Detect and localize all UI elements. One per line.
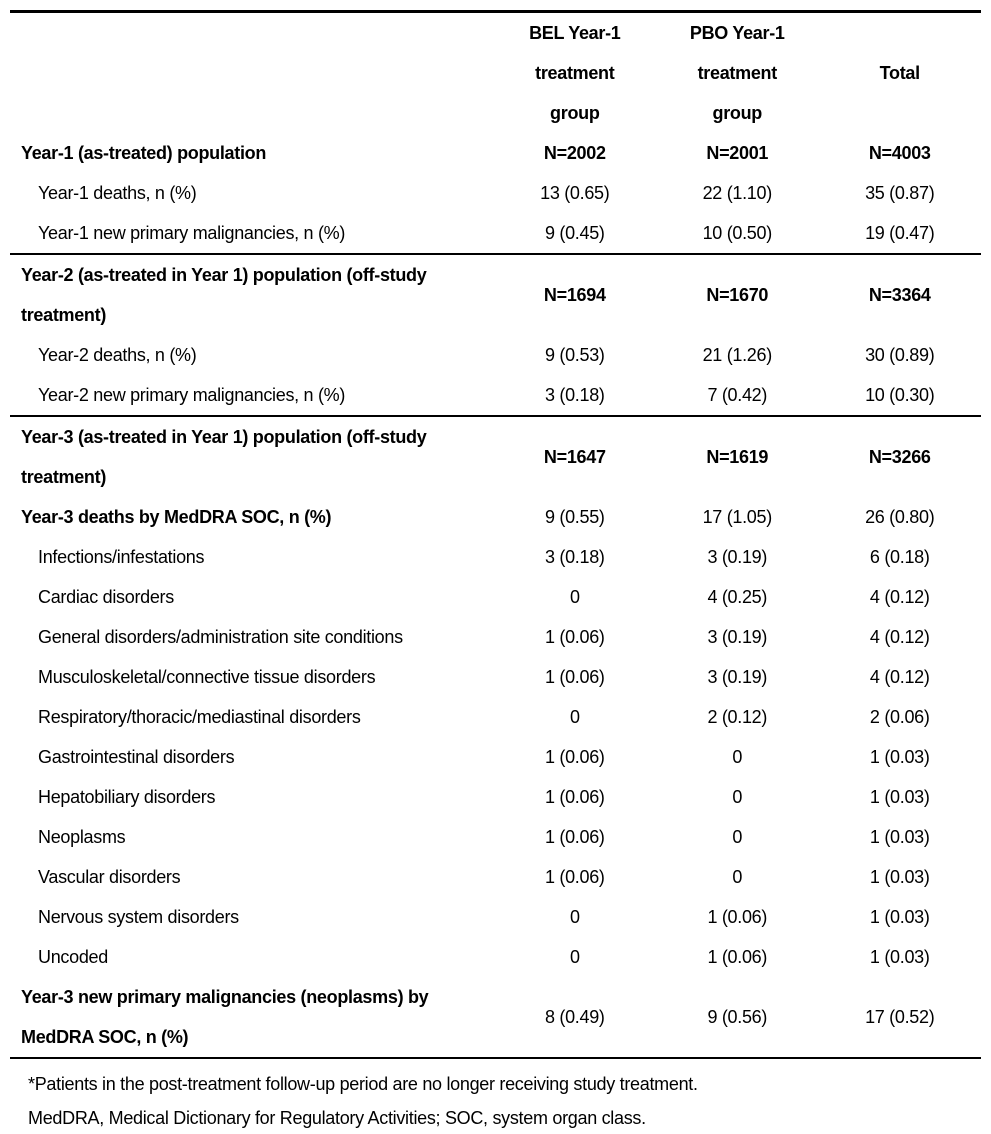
summary-row-line2: MedDRA SOC, n (%) [21, 1027, 189, 1047]
table-row [10, 173, 981, 213]
footnote-asterisk: *Patients in the post-treatment follow-up period are no longer receiving study treatment. [28, 1074, 698, 1094]
table-row [10, 737, 981, 777]
row-label: Cardiac disorders [38, 587, 174, 607]
pbo-value: 1 (0.06) [707, 947, 768, 967]
section1-title: Year-1 (as-treated) population [21, 143, 267, 163]
total-value: 4 (0.12) [869, 587, 930, 607]
pbo-value: 1 (0.06) [707, 907, 768, 927]
bel-value: 1 (0.06) [544, 667, 605, 687]
table-row [10, 817, 981, 857]
total-value: 4 (0.12) [869, 667, 930, 687]
row-label: Infections/infestations [38, 547, 205, 567]
total-value: 1 (0.03) [869, 907, 930, 927]
summary-row-line1: Year-3 new primary malignancies (neoplasms) by [21, 987, 429, 1007]
total-value: 2 (0.06) [869, 707, 930, 727]
column-header-row [10, 12, 981, 134]
pbo-value: 17 (1.05) [702, 507, 772, 527]
bel-value: 1 (0.06) [544, 827, 605, 847]
total-value: 19 (0.47) [865, 223, 935, 243]
col-header-pbo-line2: treatment [697, 63, 777, 83]
table-row [10, 537, 981, 577]
row-label: Hepatobiliary disorders [38, 787, 216, 807]
row-label: Year-1 new primary malignancies, n (%) [38, 223, 346, 243]
pbo-value: 3 (0.19) [707, 667, 768, 687]
pbo-n-value: N=1619 [656, 416, 818, 497]
section1-header-row [10, 133, 981, 173]
col-header-total-label: Total [879, 63, 920, 83]
bel-value: 9 (0.53) [544, 345, 605, 365]
table-row [10, 857, 981, 897]
safety-summary-table [10, 10, 981, 1057]
pbo-value: 3 (0.19) [707, 547, 768, 567]
bel-n-value: N=1647 [494, 416, 656, 497]
row-label: Vascular disorders [38, 867, 181, 887]
pbo-n-value: N=2001 [706, 143, 769, 163]
row-label [10, 133, 494, 173]
row-label [10, 254, 494, 335]
bel-value: 9 (0.45) [544, 223, 605, 243]
row-label: Musculoskeletal/connective tissue disorders [38, 667, 376, 687]
table-row [10, 497, 981, 537]
row-label: Gastrointestinal disorders [38, 747, 235, 767]
row-label: Uncoded [38, 947, 108, 967]
total-n-value: N=4003 [868, 143, 931, 163]
pbo-value: 2 (0.12) [707, 707, 768, 727]
table-row [10, 897, 981, 937]
section2-header-row [10, 254, 981, 335]
total-value: 4 (0.12) [869, 627, 930, 647]
total-value: 35 (0.87) [865, 183, 935, 203]
row-label: Year-2 deaths, n (%) [38, 345, 197, 365]
pbo-n-value: N=1670 [656, 254, 818, 335]
total-value: 1 (0.03) [869, 827, 930, 847]
section3-title-line1: Year-3 (as-treated in Year 1) population (off-study [21, 427, 427, 447]
col-header-bel [494, 12, 656, 134]
pbo-value: 22 (1.10) [702, 183, 772, 203]
col-header-pbo-line1: PBO Year-1 [689, 23, 785, 43]
table-row [10, 657, 981, 697]
bel-value: 1 (0.06) [544, 787, 605, 807]
total-n-value: N=3266 [819, 416, 982, 497]
total-value: 1 (0.03) [869, 947, 930, 967]
row-label: Respiratory/thoracic/mediastinal disorders [38, 707, 361, 727]
bel-n-value: N=2002 [543, 143, 606, 163]
bel-value: 13 (0.65) [540, 183, 610, 203]
pbo-value: 7 (0.42) [707, 385, 768, 405]
table-row [10, 937, 981, 977]
row-label: General disorders/administration site conditions [38, 627, 403, 647]
bel-n-value: N=1694 [494, 254, 656, 335]
pbo-value: 0 [732, 827, 743, 847]
table-row [10, 617, 981, 657]
col-header-pbo-line3: group [712, 103, 763, 123]
table-row [10, 777, 981, 817]
col-header-pbo [656, 12, 818, 134]
row-label [10, 416, 494, 497]
table-row [10, 335, 981, 375]
pbo-value: 4 (0.25) [707, 587, 768, 607]
total-value: 6 (0.18) [869, 547, 930, 567]
bel-value: 9 (0.55) [544, 507, 605, 527]
section2-title-line1: Year-2 (as-treated in Year 1) population (off-study [21, 265, 427, 285]
pbo-value: 3 (0.19) [707, 627, 768, 647]
table-row [10, 577, 981, 617]
bel-value: 1 (0.06) [544, 867, 605, 887]
table-row [10, 213, 981, 254]
pbo-value: 0 [732, 747, 743, 767]
col-header-bel-line3: group [550, 103, 600, 123]
table-row [10, 375, 981, 416]
bel-value: 0 [569, 947, 580, 967]
bel-value: 0 [569, 907, 580, 927]
table-row [10, 697, 981, 737]
row-label [10, 977, 494, 1057]
pbo-value: 21 (1.26) [702, 345, 772, 365]
row-label: Nervous system disorders [38, 907, 239, 927]
bel-value: 0 [569, 707, 580, 727]
row-label: Year-1 deaths, n (%) [38, 183, 197, 203]
section2-title-line2: treatment) [21, 305, 107, 325]
section3-header-row [10, 416, 981, 497]
pbo-value: 10 (0.50) [702, 223, 772, 243]
bel-value: 3 (0.18) [544, 547, 605, 567]
col-header-total [819, 12, 982, 134]
footnotes [10, 1057, 981, 1134]
col-header-bel-line1: BEL Year-1 [529, 23, 621, 43]
footnote-abbreviations: MedDRA, Medical Dictionary for Regulatory Activities; SOC, system organ class. [28, 1108, 646, 1128]
total-value: 17 (0.52) [865, 1007, 935, 1027]
total-value: 1 (0.03) [869, 787, 930, 807]
bel-value: 8 (0.49) [544, 1007, 605, 1027]
total-value: 26 (0.80) [865, 507, 935, 527]
bel-value: 3 (0.18) [544, 385, 605, 405]
pbo-value: 9 (0.56) [707, 1007, 768, 1027]
total-value: 1 (0.03) [869, 867, 930, 887]
total-n-value: N=3364 [819, 254, 982, 335]
empty-corner-cell [10, 12, 494, 134]
bel-value: 1 (0.06) [544, 747, 605, 767]
col-header-bel-line2: treatment [535, 63, 615, 83]
pbo-value: 0 [732, 787, 743, 807]
total-value: 1 (0.03) [869, 747, 930, 767]
section3-title-line2: treatment) [21, 467, 107, 487]
section3-summary-row [10, 977, 981, 1057]
total-value: 10 (0.30) [865, 385, 935, 405]
row-label: Year-2 new primary malignancies, n (%) [38, 385, 346, 405]
row-label: Neoplasms [38, 827, 126, 847]
row-label: Year-3 deaths by MedDRA SOC, n (%) [21, 507, 332, 527]
pbo-value: 0 [732, 867, 743, 887]
bel-value: 1 (0.06) [544, 627, 605, 647]
bel-value: 0 [569, 587, 580, 607]
total-value: 30 (0.89) [865, 345, 935, 365]
